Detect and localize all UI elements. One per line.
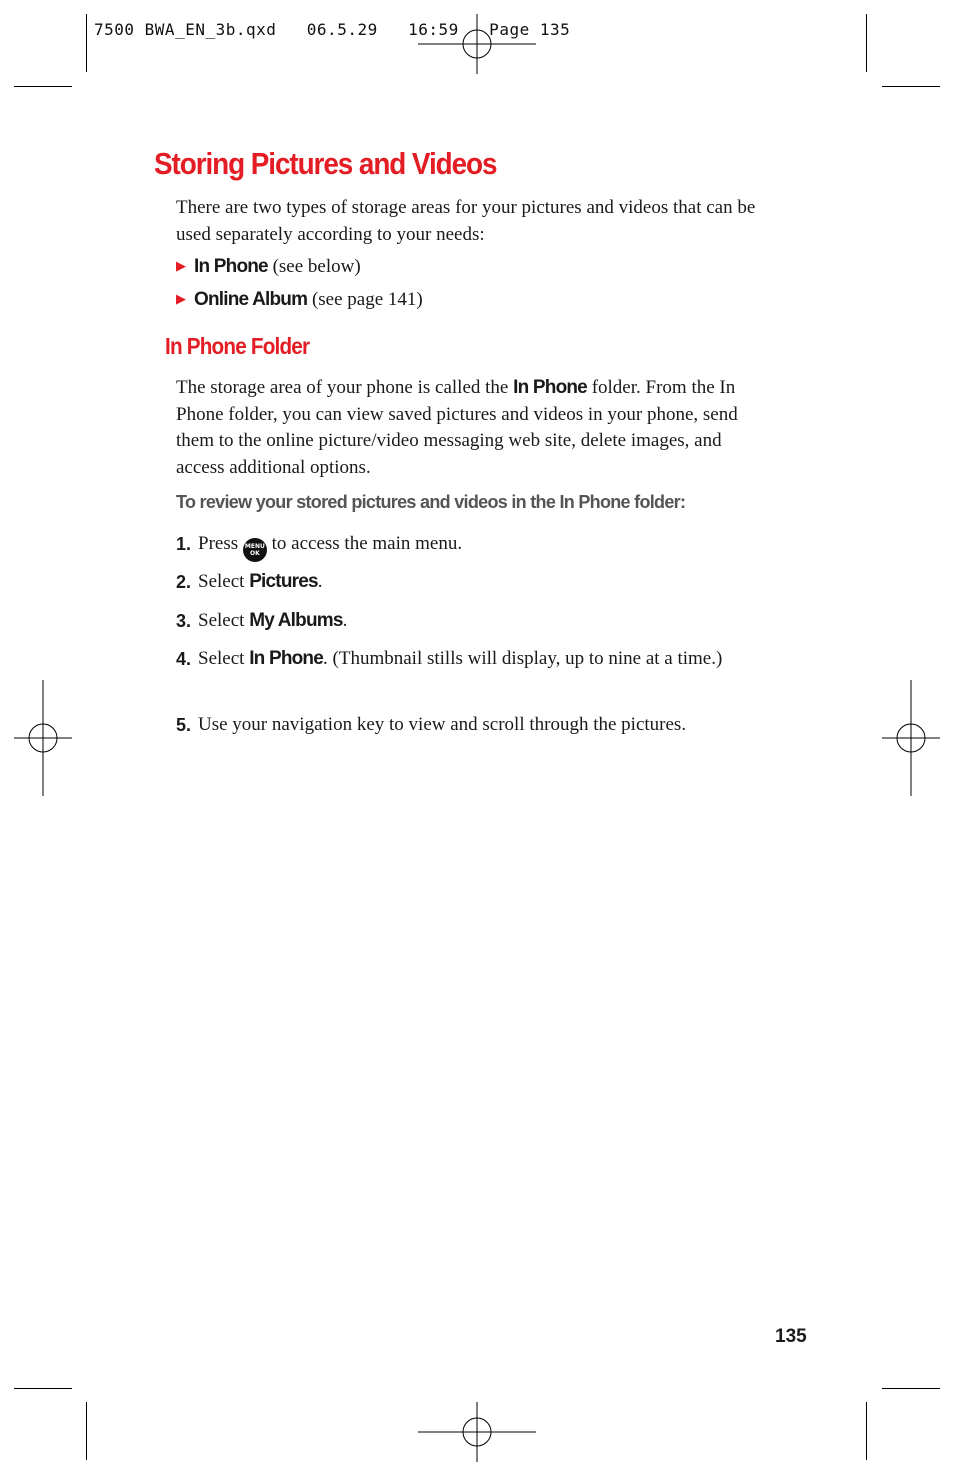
registration-mark-icon xyxy=(14,680,72,796)
step-number: 2. xyxy=(176,572,192,592)
text-run: Select xyxy=(198,610,250,631)
bold-term: My Albums xyxy=(249,610,343,631)
step-text: Use your navigation key to view and scroll through the pictures. xyxy=(198,714,687,735)
instruction-heading: To review your stored pictures and videos in the In Phone folder: xyxy=(176,492,686,512)
section-paragraph xyxy=(176,375,766,481)
registration-mark-icon xyxy=(882,680,940,796)
intro-paragraph: There are two types of storage areas for your pictures and videos that can be used separately according to your needs: xyxy=(176,197,756,245)
triangle-bullet-icon: ▶ xyxy=(176,291,186,306)
key-label: OK xyxy=(250,550,260,557)
bullet-label: In Phone xyxy=(194,256,268,277)
step-number: 1. xyxy=(176,534,192,554)
bullet-label: Online Album xyxy=(194,289,308,310)
step-item xyxy=(176,607,766,635)
step-item xyxy=(176,530,766,562)
registration-mark-icon xyxy=(418,1402,536,1462)
crop-mark xyxy=(14,86,72,87)
text-run: . xyxy=(317,571,323,592)
text-run: . (Thumbnail stills will display, up to nine at a time.) xyxy=(323,648,723,669)
section-title: In Phone Folder xyxy=(165,333,310,359)
text-run: Select xyxy=(198,571,250,592)
crop-mark xyxy=(866,14,867,72)
crop-mark xyxy=(882,1388,940,1389)
step-number: 4. xyxy=(176,649,192,669)
triangle-bullet-icon: ▶ xyxy=(176,258,186,273)
bold-term: In Phone xyxy=(513,377,587,398)
bullet-online-album xyxy=(176,289,423,311)
text-run: to access the main menu. xyxy=(266,533,463,554)
text-run: . xyxy=(342,610,348,631)
text-run: Press xyxy=(198,533,243,554)
text-run: The storage area of your phone is called the xyxy=(176,377,514,398)
text-run: folder. From the In Phone folder, you can view saved pictures and videos in your phone, send them to the online picture/video messaging web site, delete images, and access additional options. xyxy=(176,377,738,478)
bullet-text: (see page 141) xyxy=(307,289,423,310)
bullet-text: (see below) xyxy=(267,256,361,277)
bold-term: In Phone xyxy=(249,648,324,669)
crop-mark xyxy=(86,14,87,72)
crop-mark xyxy=(866,1402,867,1460)
crop-mark xyxy=(86,1402,87,1460)
step-number: 3. xyxy=(176,611,192,631)
key-label: MENU xyxy=(244,543,265,550)
page-title: Storing Pictures and Videos xyxy=(154,146,497,181)
bullet-in-phone xyxy=(176,256,361,278)
step-number: 5. xyxy=(176,715,192,735)
bold-term: Pictures xyxy=(249,571,318,592)
registration-mark-icon xyxy=(418,14,536,74)
step-item xyxy=(176,645,766,673)
page-number: 135 xyxy=(775,1326,807,1347)
menu-ok-key-icon xyxy=(243,538,267,562)
step-item xyxy=(176,711,766,739)
crop-mark xyxy=(14,1388,72,1389)
text-run: Select xyxy=(198,648,250,669)
print-slug: 7500 BWA_EN_3b.qxd 06.5.29 16:59 Page 135 xyxy=(94,20,571,39)
step-item xyxy=(176,568,766,596)
crop-mark xyxy=(882,86,940,87)
